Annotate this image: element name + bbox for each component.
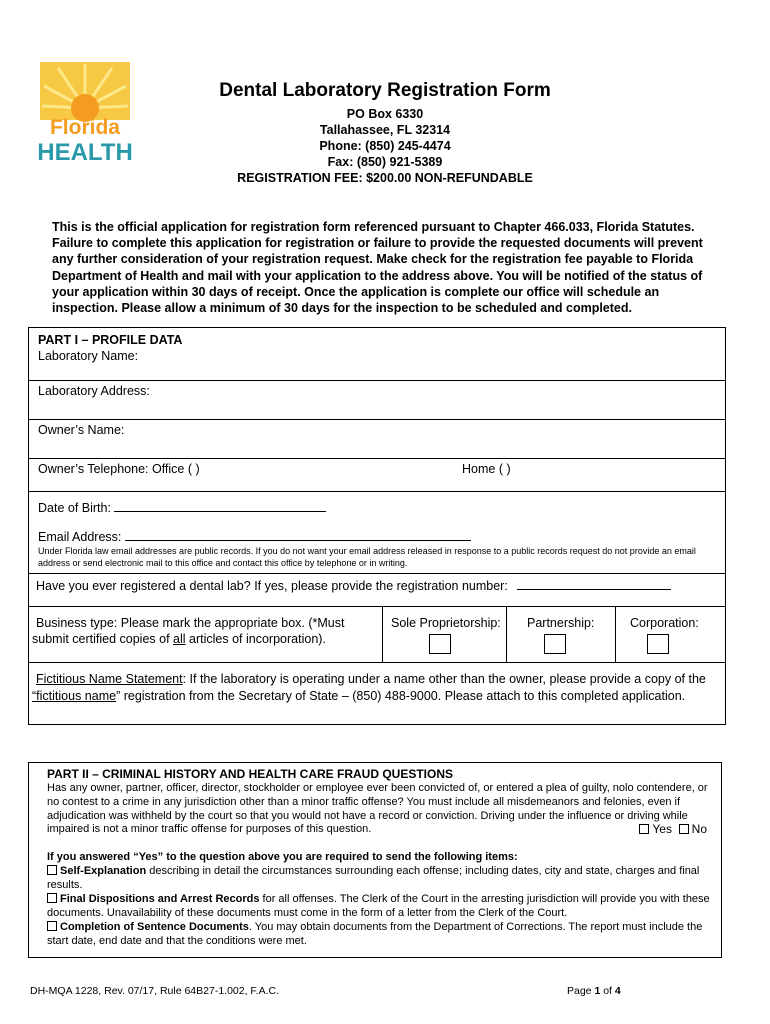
lab-name-row[interactable]	[29, 328, 725, 381]
question-text: Has any owner, partner, officer, director, stockholder or employee ever been convicted of, or entered a plea of guilty, nolo contendere, or no contest to a crime in any jurisdiction other than a minor traffic offense? You must include all misdemeanors and felonies, even if adjudication was withheld by the court so that you would not have a record or conviction. Driving under the influence or driving while impaired is not a minor traffic offense for purposes of this question.	[47, 782, 708, 836]
business-type-2c: articles of incorporation).	[185, 632, 326, 646]
part1-profile-data	[28, 327, 726, 725]
registration-number-line[interactable]	[517, 578, 671, 590]
dob-line[interactable]	[114, 500, 326, 512]
part2-criminal-history	[28, 762, 722, 958]
fictitious-text-2a: “fictitious name	[32, 689, 117, 703]
completion-sentence-title: Completion of Sentence Documents	[60, 921, 249, 933]
fictitious-name-statement	[32, 671, 706, 705]
page-number	[567, 985, 621, 997]
business-type-row	[29, 607, 725, 663]
self-explanation-text: describing in detail the circumstances surrounding each offense; including dates, city and state, charges and final results.	[47, 865, 700, 891]
final-dispositions-checkbox[interactable]	[47, 893, 57, 903]
email-field[interactable]	[38, 529, 471, 544]
part1-heading: PART I – PROFILE DATA	[38, 333, 183, 347]
business-type-line2	[32, 631, 344, 647]
page-of: of	[600, 985, 615, 997]
partnership-cell	[506, 607, 615, 662]
business-type-all: all	[173, 632, 186, 646]
registration-fee: REGISTRATION FEE: $200.00 NON-REFUNDABLE	[237, 171, 533, 185]
corporation-checkbox[interactable]	[647, 634, 669, 654]
registered-question-label: Have you ever registered a dental lab? If yes, please provide the registration number:	[36, 579, 508, 593]
city-state-zip: Tallahassee, FL 32314	[319, 123, 451, 137]
fictitious-line1	[36, 671, 706, 688]
yes-checkbox[interactable]	[639, 824, 649, 834]
form-title: Dental Laboratory Registration Form	[219, 80, 551, 101]
form-header	[140, 80, 630, 186]
po-box: PO Box 6330	[346, 107, 424, 121]
yes-no-options	[639, 823, 707, 837]
lab-address-label: Laboratory Address:	[38, 384, 150, 398]
business-type-text	[32, 615, 345, 647]
self-explanation-title: Self-Explanation	[60, 865, 147, 877]
form-id-footer: DH-MQA 1228, Rev. 07/17, Rule 64B27-1.002, F.A.C.	[30, 985, 280, 997]
no-checkbox[interactable]	[679, 824, 689, 834]
partnership-label: Partnership:	[527, 616, 595, 630]
office-phone-label: Owner’s Telephone: Office ( )	[38, 462, 200, 476]
fictitious-name-row	[29, 663, 725, 725]
yes-label: Yes	[652, 822, 672, 836]
intro-paragraph: This is the official application for registration form referenced pursuant to Chapter 466.033, Florida Statutes. Failure to complete this application for registration or failure to provide the requested documents will prevent any further consideration of your registration request. Make check for the registration fee payable to Florida Department of Health and mail with your application to the address above. You will be notified of the status of your application within 30 days of receipt. Once the application is complete our office will schedule an inspection. Please allow a minimum of 30 days for the inspection to be scheduled and completed.	[52, 220, 703, 316]
corporation-cell	[615, 607, 726, 662]
svg-text:Florida: Florida	[49, 116, 121, 139]
completion-sentence-item	[47, 921, 715, 949]
phone-number: Phone: (850) 245-4474	[319, 139, 451, 153]
criminal-history-question	[47, 782, 715, 837]
fictitious-label: Fictitious Name Statement	[36, 672, 183, 686]
part2-heading: PART II – CRIMINAL HISTORY AND HEALTH CARE FRAUD QUESTIONS	[47, 767, 454, 781]
sole-proprietorship-cell	[382, 607, 506, 662]
sole-proprietorship-label: Sole Proprietorship:	[391, 616, 501, 630]
lab-address-row[interactable]	[29, 381, 725, 420]
svg-text:HEALTH: HEALTH	[38, 139, 132, 164]
corporation-label: Corporation:	[630, 616, 699, 630]
self-explanation-item	[47, 865, 715, 893]
completion-sentence-text: . You may obtain documents from the Department of Corrections. The report must include the start date, end date and that the conditions were met.	[47, 921, 703, 947]
dob-label: Date of Birth:	[38, 501, 111, 515]
final-dispositions-title: Final Dispositions and Arrest Records	[60, 893, 260, 905]
completion-sentence-checkbox[interactable]	[47, 921, 57, 931]
fax-number: Fax: (850) 921-5389	[327, 155, 443, 169]
fictitious-line2	[32, 688, 706, 705]
registered-question[interactable]	[36, 578, 671, 593]
email-line[interactable]	[125, 529, 471, 541]
business-type-2a: submit certified copies of	[32, 632, 174, 646]
owner-name-row[interactable]	[29, 420, 725, 459]
no-label: No	[691, 822, 707, 836]
fictitious-text-2b: ” registration from the Secretary of State – (850) 488-9000. Please attach to this completed application.	[116, 689, 686, 703]
dob-email-row	[29, 492, 725, 574]
partnership-checkbox[interactable]	[544, 634, 566, 654]
email-public-record-note: Under Florida law email addresses are public records. If you do not want your email address released in response to a public records request do not provide an email address or send electronic mail to this office and contact this office by telephone or in writing.	[38, 546, 696, 568]
florida-health-logo	[38, 62, 132, 164]
page-num: 1	[594, 985, 601, 997]
final-dispositions-text: for all offenses. The Clerk of the Court in the arresting jurisdiction will provide you with these documents. Unavailability of these documents must come in the form of a letter from the Clerk of the Court.	[47, 893, 710, 919]
page-prefix: Page	[567, 985, 595, 997]
registered-before-row	[29, 574, 725, 607]
if-yes-instruction: If you answered “Yes” to the question above you are required to send the following items:	[47, 851, 518, 863]
email-label: Email Address:	[38, 530, 122, 544]
lab-name-label: Laboratory Name:	[38, 349, 139, 363]
sole-proprietorship-checkbox[interactable]	[429, 634, 451, 654]
final-dispositions-item	[47, 893, 715, 921]
fictitious-text-1: : If the laboratory is operating under a name other than the owner, please provide a copy of the	[182, 672, 706, 686]
owner-phone-row[interactable]	[29, 459, 725, 492]
owner-name-label: Owner’s Name:	[38, 423, 125, 437]
home-phone-label: Home ( )	[462, 462, 511, 476]
page-total: 4	[614, 985, 621, 997]
business-type-line1: Business type: Please mark the appropriate box. (*Must	[36, 616, 345, 630]
self-explanation-checkbox[interactable]	[47, 865, 57, 875]
dob-field[interactable]	[38, 500, 326, 515]
